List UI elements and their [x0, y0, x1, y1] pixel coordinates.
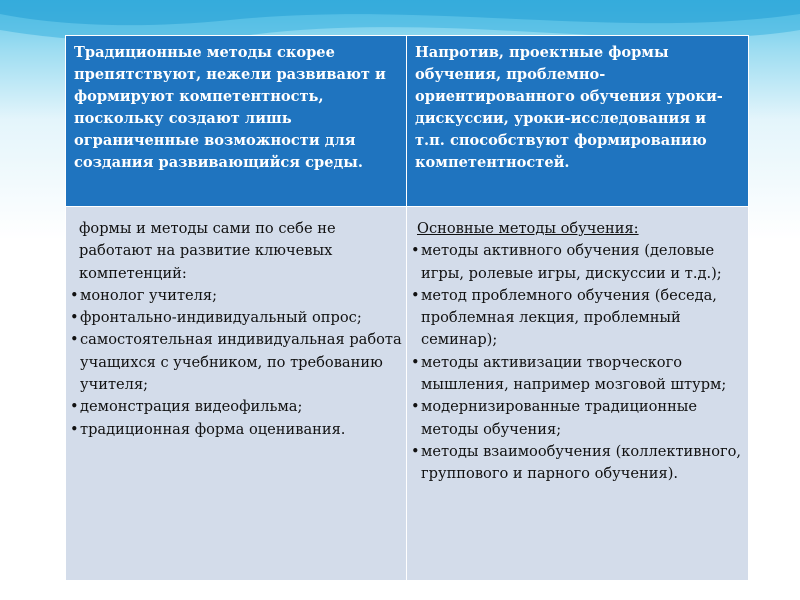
body-cell-project — [407, 207, 749, 581]
list-item: • модернизированные традиционные методы обучения; — [411, 396, 744, 441]
list-item: • методы взаимообучения (коллективного, группового и парного обучения). — [411, 441, 744, 486]
body-cell-traditional — [66, 207, 407, 581]
traditional-method-list — [70, 285, 402, 441]
list-item: • монолог учителя; — [70, 285, 402, 307]
comparison-table — [65, 35, 749, 581]
list-item: • самостоятельная индивидуальная работа учащихся с учебником, по требованию учителя; — [70, 329, 402, 396]
project-method-list — [411, 240, 744, 485]
project-intro: Основные методы обучения: — [417, 220, 639, 237]
list-item: • традиционная форма оценивания. — [70, 419, 402, 441]
list-item: • методы активизации творческого мышления, например мозговой штурм; — [411, 352, 744, 397]
header-cell-traditional — [66, 36, 407, 207]
header-row — [66, 36, 749, 207]
list-item: • демонстрация видеофильма; — [70, 396, 402, 418]
list-item: • методы активного обучения (деловые игры, ролевые игры, дискуссии и т.д.); — [411, 240, 744, 285]
header-text-project: Напротив, проектные формы обучения, проблемно-ориентированного обучения уроки-дискуссии, уроки-исследования и т.п. способствуют формированию компетентностей. — [415, 44, 723, 171]
header-cell-project — [407, 36, 749, 207]
body-row — [66, 207, 749, 581]
traditional-intro: формы и методы сами по себе не работают на развитие ключевых компетенций: — [79, 220, 336, 282]
list-item: • метод проблемного обучения (беседа, проблемная лекция, проблемный семинар); — [411, 285, 744, 352]
list-item: • фронтально-индивидуальный опрос; — [70, 307, 402, 329]
header-text-traditional: Традиционные методы скорее препятствуют, нежели развивают и формируют компетентность, поскольку создают лишь ограниченные возможности для создания развивающийся среды. — [74, 44, 386, 171]
